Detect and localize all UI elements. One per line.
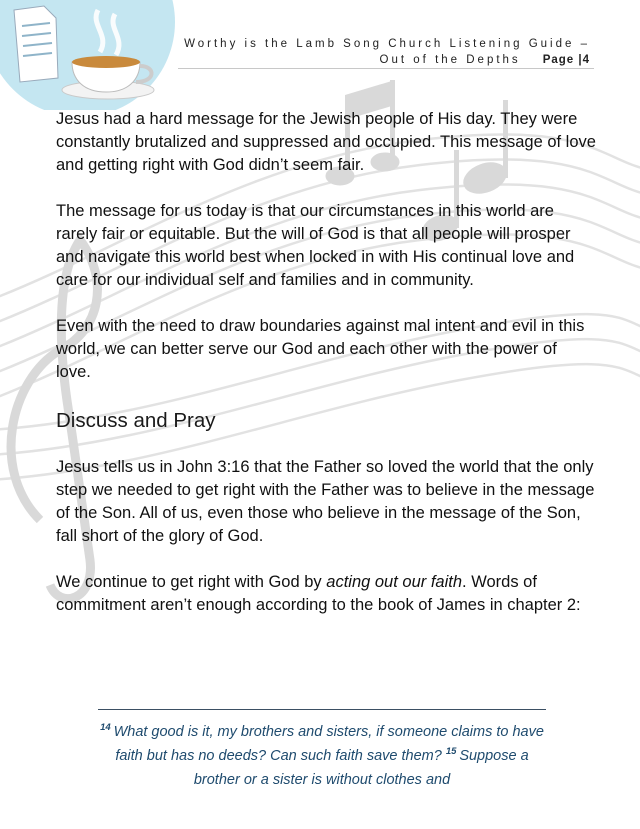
paragraph-5 bbox=[56, 571, 596, 617]
section-heading: Discuss and Pray bbox=[56, 409, 216, 432]
paragraph-3: Even with the need to draw boundaries against mal intent and evil in this world, we can better serve our God and each other with the power of love. bbox=[56, 317, 585, 381]
paragraph-5-start: We continue to get right with God by bbox=[56, 573, 327, 591]
paragraph-2: The message for us today is that our circumstances in this world are rarely fair or equitable. But the will of God is that all people will prosper and navigate this world best when locked in with His continual love and care for our individual self and families and in community. bbox=[56, 202, 575, 289]
header-sermon-title: Out of the Depths bbox=[379, 54, 521, 66]
scripture-quote bbox=[96, 720, 548, 792]
verse-number-14: 14 bbox=[100, 722, 111, 734]
verse-15-text: Suppose a brother or a sister is without clothes and bbox=[193, 748, 529, 788]
paragraph-5-end: . Words of commitment aren’t enough according to the book of James in chapter 2: bbox=[56, 573, 581, 614]
paragraph-5-emphasis: acting out our faith bbox=[326, 573, 463, 591]
header-guide-title: Worthy is the Lamb Song Church Listening Guide – bbox=[184, 38, 590, 50]
page-label: Page | bbox=[542, 54, 583, 66]
header-divider bbox=[178, 68, 594, 69]
paragraph-4: Jesus tells us in John 3:16 that the Father so loved the world that the only step we needed to get right with the Father was to believe in the message of the Son. All of us, even those who believe in the message of the Son, fall short of the glory of God. bbox=[56, 458, 595, 545]
quote-divider bbox=[98, 709, 546, 710]
page-number: 4 bbox=[582, 54, 590, 66]
verse-14-text: What good is it, my brothers and sisters, if someone claims to have faith but has no deeds? Can such faith save them? bbox=[113, 724, 544, 764]
page-body bbox=[56, 108, 596, 640]
page-header bbox=[120, 36, 590, 68]
paragraph-1: Jesus had a hard message for the Jewish people of His day. They were constantly brutalized and suppressed and occupied. This message of love and getting right with God didn’t seem fair. bbox=[56, 110, 596, 174]
verse-number-15: 15 bbox=[445, 746, 457, 758]
document-icon bbox=[14, 6, 58, 82]
header-line-2 bbox=[120, 52, 590, 68]
